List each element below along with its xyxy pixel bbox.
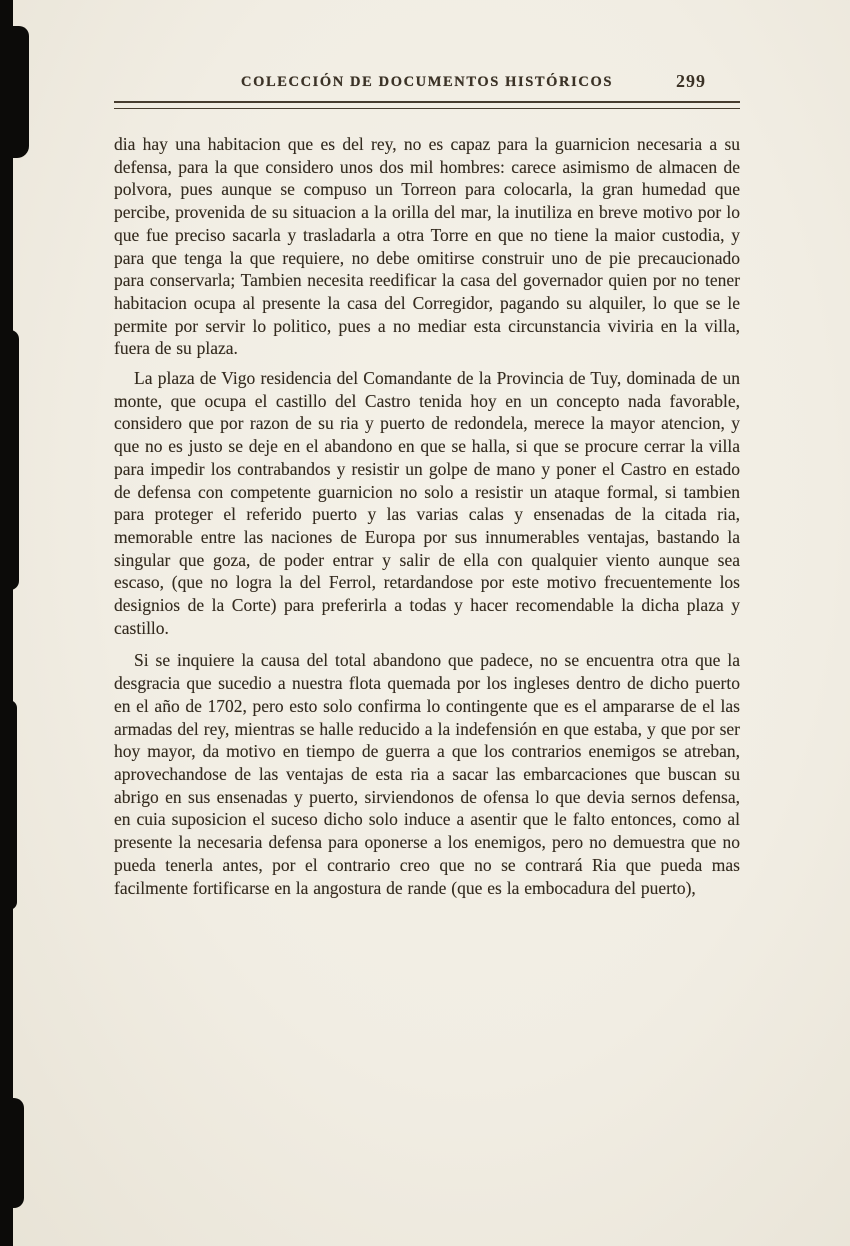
running-header [114,71,740,98]
page-text-column [114,71,740,906]
paragraph-1: dia hay una habitacion que es del rey, no es capaz para la guarnicion necesaria a su defensa, para la que considero unos dos mil hombres: carece asimismo de almacen de polvora, pues aunque se compuso un Torreon para colocarla, la gran humedad que percibe, provenida de su situacion a la orilla del mar, la inutiliza en breve motivo por lo que fue preciso sacarla y trasladarla a otra Torre en que no tiene la maior custodia, y para que tenga la que requiere, no debe omitirse construir uno de pie precaucionado para conservarla; Tambien necesita reedificar la casa del governador quien por no tener habitacion ocupa al presente la casa del Corregidor, pagando su alquiler, lo que se le permite por servir lo politico, pues a no mediar esta circunstancia viviria en la villa, fuera de su plaza. [114,134,740,359]
scan-edge-blob-lower [0,700,17,910]
document-body [114,133,740,899]
paragraph-3: Si se inquiere la causa del total abandono que padece, no se encuentra otra que la desgracia que sucedio a nuestra flota quemada por los ingleses dentro de dicho puerto en el año de 1702, pero esto solo confirma lo contingente que es el ampararse de el las armadas del rey, mientras se halle reducido a la indefensión en que estaba, y que por ser hoy mayor, da motivo en tiempo de guerra a que los contrarios enemigos se atreban, aprovechandose de las ventajas de esta ria a sacar las embarcaciones que buscan su abrigo en sus ensenadas y puerto, sirviendonos de ofensa lo que devia sernos defensa, en cuia suposicion el suceso dicho solo induce a asentir que le falto entonces, como al presente la necesaria defensa para oponerse a los enemigos, pero no demuestra que no pueda tenerla antes, por el contrario creo que no se contrará Ria que pueda mas facilmente fortificarse en la angostura de rande (que es la embocadura del puerto), [114,650,740,898]
header-rule [114,101,740,109]
paragraph-2: La plaza de Vigo residencia del Comandante de la Provincia de Tuy, dominada de un monte, que ocupa el castillo del Castro tenida hoy en un concepto nada favorable, considero que por razon de su ria y puerto de redondela, merece la mayor atencion, y que no es justo se deje en el abandono en que se halla, si que se procure cerrar la villa para impedir los contrabandos y resistir un golpe de mano y poner el Castro en estado de defensa con competente guarnicion no solo a resistir un ataque formal, si tambien para proteger el referido puerto y las varias calas y ensenadas de la citada ria, memorable entre las naciones de Europa por sus innumerables ventajas, bastando la singular que goza, de poder entrar y salir de ella con qualquier viento aunque sea escaso, (que no logra la del Ferrol, retardandose por este motivo frecuentemente los designios de la Corte) para preferirla a todas y hacer recomendable la dicha plaza y castillo. [114,368,740,638]
scan-edge-blob-top [0,26,29,158]
page-number: 299 [676,71,706,91]
scan-edge-blob-bottom [0,1098,24,1208]
running-header-title: COLECCIÓN DE DOCUMENTOS HISTÓRICOS [241,74,613,90]
scan-edge-blob-middle [0,330,19,590]
scan-edge-shadow [0,0,13,1246]
